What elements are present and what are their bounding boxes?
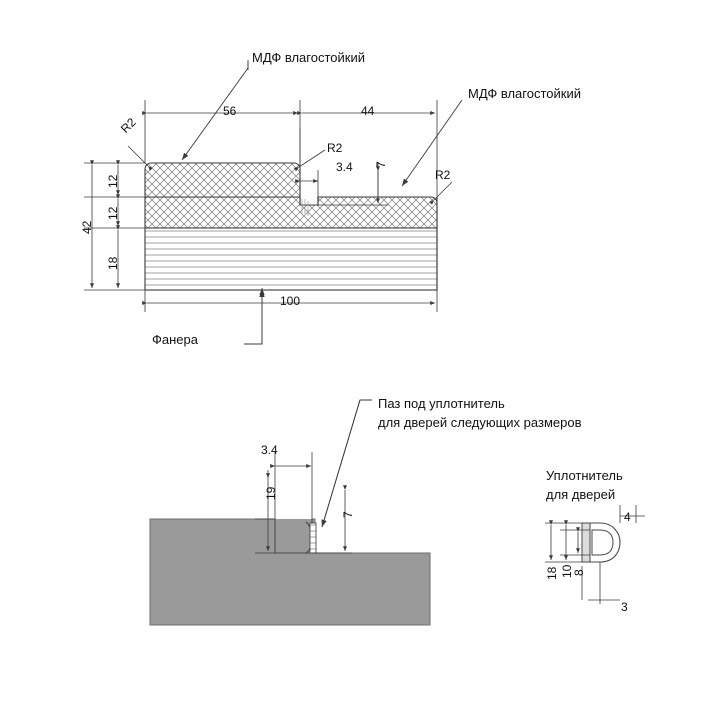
- dim-label-r2-c: R2: [435, 168, 451, 182]
- top-view-section: [145, 163, 437, 290]
- dim-label-r2-b: R2: [327, 141, 343, 155]
- label-mdf-2: МДФ влагостойкий: [468, 86, 581, 101]
- dim-label-s-18: 18: [545, 566, 559, 580]
- dim-b-7: [312, 490, 352, 553]
- label-plywood: Фанера: [152, 332, 198, 347]
- leader-plywood: [244, 288, 262, 344]
- dim-3-4: [300, 128, 318, 197]
- label-groove-line1: Паз под уплотнитель: [378, 396, 505, 411]
- dim-b-3-4: [275, 452, 312, 519]
- dim-label-3-4: 3.4: [336, 160, 353, 174]
- dim-label-b-19: 19: [264, 486, 278, 500]
- dim-label-b-3-4: 3.4: [261, 443, 278, 457]
- dim-label-18: 18: [106, 256, 120, 270]
- label-seal-line1: Уплотнитель: [546, 468, 623, 483]
- dim-label-12-b: 12: [106, 206, 120, 220]
- leader-mdf-1: [182, 60, 248, 160]
- leader-groove: [322, 400, 372, 527]
- dim-label-12-a: 12: [106, 174, 120, 188]
- bottom-view-section: [150, 519, 430, 625]
- label-groove-line2: для дверей следующих размеров: [378, 415, 582, 430]
- dim-label-s-10: 10: [560, 564, 574, 578]
- label-seal-line2: для дверей: [546, 487, 616, 502]
- dim-label-44: 44: [361, 104, 375, 118]
- dim-label-s-4: 4: [624, 510, 631, 524]
- dim-label-s-8: 8: [572, 569, 586, 576]
- dim-label-b-7: 7: [341, 511, 355, 518]
- dim-label-r2-a: R2: [118, 115, 139, 136]
- dim-label-s-3: 3: [621, 600, 628, 614]
- dim-label-42: 42: [80, 220, 94, 234]
- label-mdf-1: МДФ влагостойкий: [252, 50, 365, 65]
- dim-label-100: 100: [280, 294, 301, 308]
- dim-label-56: 56: [223, 104, 237, 118]
- dim-label-7: 7: [374, 161, 388, 168]
- seal-profile: [582, 523, 620, 600]
- leader-r2-b: [299, 150, 325, 167]
